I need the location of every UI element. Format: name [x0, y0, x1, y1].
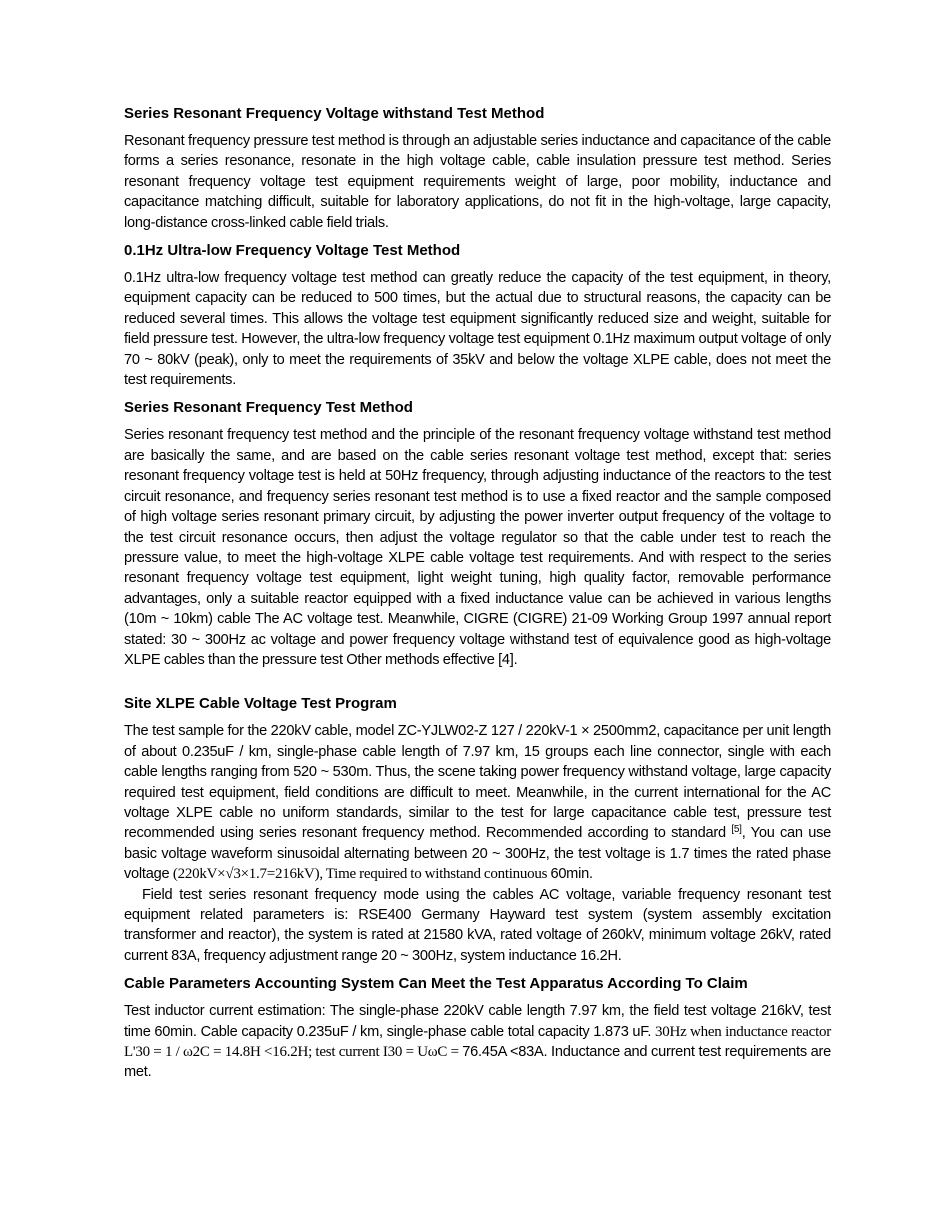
paragraph-text: Test inductor current estimation: The single-phase 220kV cable length 7.97 km, the field test voltage 216kV, test time 60min. Cable capacity 0.235uF / km, single-phase cable total capacity 1.873 uF.: [124, 1003, 831, 1040]
paragraph-text: , You can use basic voltage waveform sinusoidal alternating between 20 ~ 300Hz, the test voltage is 1.7 times the rated phase voltage: [124, 825, 831, 883]
paragraph-series-resonant-frequency: Series resonant frequency test method and the principle of the resonant frequency voltage withstand test method are basically the same, and are based on the cable series resonant voltage test method, except that: series resonant frequency voltage test is held at 50Hz frequency, through adjusting inductance of the reactors to the test circuit resonance, and frequency series resonant test method is to use a fixed reactor and the sample composed of high voltage series resonant primary circuit, by adjusting the power inverter output frequency of the voltage to the test circuit resonance occurs, then adjust the voltage regulator so that the cable under test to reach the pressure value, to meet the high-voltage XLPE cable voltage test requirements. And with respect to the series resonant frequency voltage test equipment, light weight tuning, high quality factor, removable performance advantages, only a suitable reactor equipped with a fixed inductance value can be achieved in various lengths (10m ~ 10km) cable The AC voltage test. Meanwhile, CIGRE (CIGRE) 21-09 Working Group 1997 annual report stated: 30 ~ 300Hz ac voltage and power frequency voltage withstand test of equivalence good as high-voltage XLPE cables than the pressure test Other methods effective [4].: [124, 427, 831, 668]
paragraph-site-test-program: [124, 721, 831, 884]
paragraph-test-equipment-parameters: Field test series resonant frequency mode using the cables AC voltage, variable frequency resonant test equipment related parameters is: RSE400 Germany Hayward test system (system assembly excitation transformer and reactor), the system is rated at 21580 kVA, rated voltage of 260kV, minimum voltage 26kV, rated current 83A, frequency adjustment range 20 ~ 300Hz, system inductance 16.2H.: [124, 886, 831, 964]
section-heading-ultra-low-frequency: 0.1Hz Ultra-low Frequency Voltage Test Method: [124, 242, 461, 260]
paragraph-cable-parameters: [124, 1001, 831, 1083]
formula-text: (220kV×√3×1.7=216kV), Time required to withstand continuous: [172, 866, 551, 883]
formula-text: 30Hz when inductance reactor L'30 = 1 / ω2C = 14.8H <16.2H; test current I30 = UωC =: [124, 1023, 831, 1061]
section-heading-cable-parameters: Cable Parameters Accounting System Can Meet the Test Apparatus According To Claim: [124, 975, 748, 993]
section-heading-series-resonant-frequency: Series Resonant Frequency Test Method: [124, 399, 413, 417]
paragraph-text: 60min.: [550, 866, 593, 883]
paragraph-series-resonant-withstand: Resonant frequency pressure test method is through an adjustable series inductance and capacitance of the cable forms a series resonance, resonate in the high voltage cable, cable insulation pressure test method. Series resonant frequency voltage test equipment requirements weight of large, poor mobility, inductance and capacitance matching difficult, suitable for laboratory applications, do not fit in the high-voltage, large capacity, long-distance cross-linked cable field trials.: [124, 133, 831, 231]
section-heading-site-test-program: Site XLPE Cable Voltage Test Program: [124, 695, 397, 713]
paragraph-text: 76.45A <83A. Inductance and current test requirements are met.: [124, 1044, 831, 1081]
paragraph-text: The test sample for the 220kV cable, model ZC-YJLW02-Z 127 / 220kV-1 × 2500mm2, capacitance per unit length of about 0.235uF / km, single-phase cable length of 7.97 km, 15 groups each line connector, single with each cable lengths ranging from 520 ~ 530m. Thus, the scene taking power frequency withstand voltage, large capacity required test equipment, field conditions are difficult to meet. Meanwhile, in the current international for the AC voltage XLPE cable no uniform standards, similar to the test for large capacitance cable test, pressure test recommended using series resonant frequency method. Recommended according to standard: [124, 723, 831, 842]
section-heading-series-resonant-withstand: Series Resonant Frequency Voltage withstand Test Method: [124, 105, 545, 122]
citation-ref: [5]: [731, 824, 742, 836]
paper-page: [124, 104, 831, 1083]
paragraph-ultra-low-frequency: 0.1Hz ultra-low frequency voltage test method can greatly reduce the capacity of the test equipment, in theory, equipment capacity can be reduced to 500 times, but the actual due to structural reasons, the capacity can be reduced several times. This allows the voltage test equipment significantly reduced size and weight, suitable for field pressure test. However, the ultra-low frequency voltage test equipment 0.1Hz maximum output voltage of only 70 ~ 80kV (peak), only to meet the requirements of 35kV and below the voltage XLPE cable, does not meet the test requirements.: [124, 270, 831, 389]
